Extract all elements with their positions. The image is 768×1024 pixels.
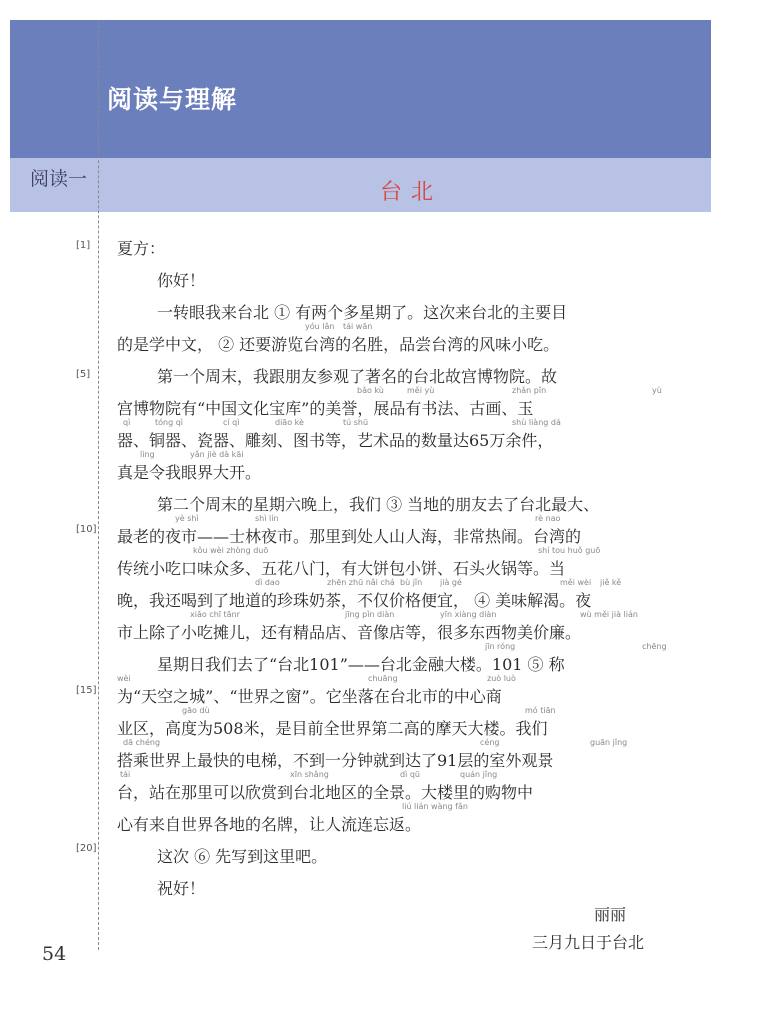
closing: 祝好！ — [157, 879, 206, 898]
pinyin-annotation: bǎo kù — [357, 386, 384, 395]
letter-date: 三月九日于台北 — [532, 933, 645, 952]
pinyin-annotation: yè shì — [175, 514, 199, 523]
pinyin-annotation: yīn xiàng diàn — [440, 610, 497, 619]
pinyin-annotation: cí qì — [223, 418, 240, 427]
paragraph-line: 一转眼我来台北 ① 有两个多星期了。这次来台北的主要目 — [157, 303, 568, 322]
paragraph-line: 的是学中文， ② 还要游览台湾的名胜，品尝台湾的风味小吃。 — [117, 335, 560, 354]
paragraph-line: 宫博物院有“中国文化宝库”的美誉，展品有书法、古画、玉 — [117, 399, 534, 418]
line-number: [10] — [76, 524, 97, 535]
signature: 丽丽 — [594, 905, 627, 924]
pinyin-annotation: rè nao — [535, 514, 561, 523]
pinyin-annotation: dì qū — [400, 770, 420, 779]
paragraph-line: 心有来自世界各地的名牌，让人流连忘返。 — [117, 815, 422, 834]
pinyin-annotation: tóng qì — [155, 418, 184, 427]
pinyin-annotation: wèi — [117, 674, 131, 683]
pinyin-annotation: tái — [120, 770, 131, 779]
pinyin-annotation: jià gé — [440, 578, 462, 587]
pinyin-annotation: yóu lǎn — [305, 322, 335, 331]
pinyin-annotation: zhēn zhū nǎi chá — [327, 578, 395, 587]
paragraph-line: 传统小吃口味众多、五花八门，有大饼包小饼、石头火锅等。当 — [117, 559, 566, 578]
line-number: [15] — [76, 685, 97, 696]
pinyin-annotation: zhǎn pǐn — [512, 386, 547, 395]
pinyin-annotation: jīn róng — [485, 642, 516, 651]
margin-divider — [98, 20, 99, 950]
title-band — [10, 158, 711, 212]
pinyin-annotation: kǒu wèi zhòng duō — [193, 546, 269, 555]
pinyin-annotation: zuò luò — [487, 674, 516, 683]
pinyin-annotation: dì dao — [255, 578, 280, 587]
page-number: 54 — [42, 943, 67, 965]
pinyin-annotation: céng — [480, 738, 500, 747]
pinyin-annotation: yǎn jiè dà kāi — [190, 450, 244, 459]
reading-label: 阅读一 — [30, 168, 88, 190]
pinyin-annotation: dā chéng — [123, 738, 161, 747]
pinyin-annotation: wù měi jià lián — [580, 610, 638, 619]
pinyin-annotation: tú shū — [343, 418, 369, 427]
pinyin-annotation: mó tiān — [525, 706, 556, 715]
pinyin-annotation: shí tou huǒ guō — [538, 546, 601, 555]
pinyin-annotation: qì — [123, 418, 131, 427]
line-number: [5] — [76, 369, 91, 380]
salutation: 夏方： — [117, 239, 166, 258]
paragraph-line: 台，站在那里可以欣赏到台北地区的全景。大楼里的购物中 — [117, 783, 534, 802]
paragraph-line: 真是令我眼界大开。 — [117, 463, 262, 482]
pinyin-annotation: jiě kě — [600, 578, 622, 587]
pinyin-annotation: bù jǐn — [400, 578, 423, 587]
pinyin-annotation: gāo dù — [182, 706, 210, 715]
paragraph-line: 这次 ⑥ 先写到这里吧。 — [157, 847, 328, 866]
pinyin-annotation: quán jǐng — [460, 770, 498, 779]
paragraph-line: 为“天空之城”、“世界之窗”。它坐落在台北市的中心商 — [117, 687, 502, 706]
pinyin-annotation: yù — [652, 386, 662, 395]
pinyin-annotation: liú lián wàng fǎn — [402, 802, 468, 811]
paragraph-line: 搭乘世界上最快的电梯，不到一分钟就到达了91层的室外观景 — [117, 751, 554, 770]
paragraph-line: 第一个周末，我跟朋友参观了著名的台北故宫博物院。故 — [157, 367, 558, 386]
pinyin-annotation: měi yù — [407, 386, 435, 395]
pinyin-annotation: chuāng — [368, 674, 398, 683]
paragraph-line: 市上除了小吃摊儿，还有精品店、音像店等，很多东西物美价廉。 — [117, 623, 582, 642]
pinyin-annotation: lìng — [140, 450, 155, 459]
greeting: 你好！ — [157, 271, 206, 290]
section-title: 阅读与理解 — [107, 85, 238, 114]
paragraph-line: 最老的夜市——士林夜市。那里到处人山人海，非常热闹。台湾的 — [117, 527, 582, 546]
pinyin-annotation: měi wèi — [560, 578, 592, 587]
pinyin-annotation: xīn shǎng — [290, 770, 329, 779]
pinyin-annotation: jīng pǐn diàn — [345, 610, 395, 619]
paragraph-line: 晚，我还喝到了地道的珍珠奶茶，不仅价格便宜， ④ 美味解渴。夜 — [117, 591, 592, 610]
line-number: [20] — [76, 843, 97, 854]
paragraph-line: 第二个周末的星期六晚上，我们 ③ 当地的朋友去了台北最大、 — [157, 495, 600, 514]
paragraph-line: 业区，高度为508米，是目前全世界第二高的摩天大楼。我们 — [117, 719, 548, 738]
paragraph-line: 星期日我们去了“台北101”——台北金融大楼。101 ⑤ 称 — [157, 655, 565, 674]
pinyin-annotation: xiǎo chī tānr — [190, 610, 240, 619]
pinyin-annotation: guān jǐng — [590, 738, 628, 747]
pinyin-annotation: tái wān — [343, 322, 373, 331]
pinyin-annotation: diāo kè — [275, 418, 304, 427]
pinyin-annotation: chēng — [642, 642, 667, 651]
pinyin-annotation: shù liàng dá — [512, 418, 561, 427]
pinyin-annotation: shì lín — [255, 514, 279, 523]
line-number: [1] — [76, 240, 91, 251]
article-title: 台北 — [380, 180, 443, 205]
paragraph-line: 器、铜器、瓷器、雕刻、图书等，艺术品的数量达65万余件， — [117, 431, 554, 450]
